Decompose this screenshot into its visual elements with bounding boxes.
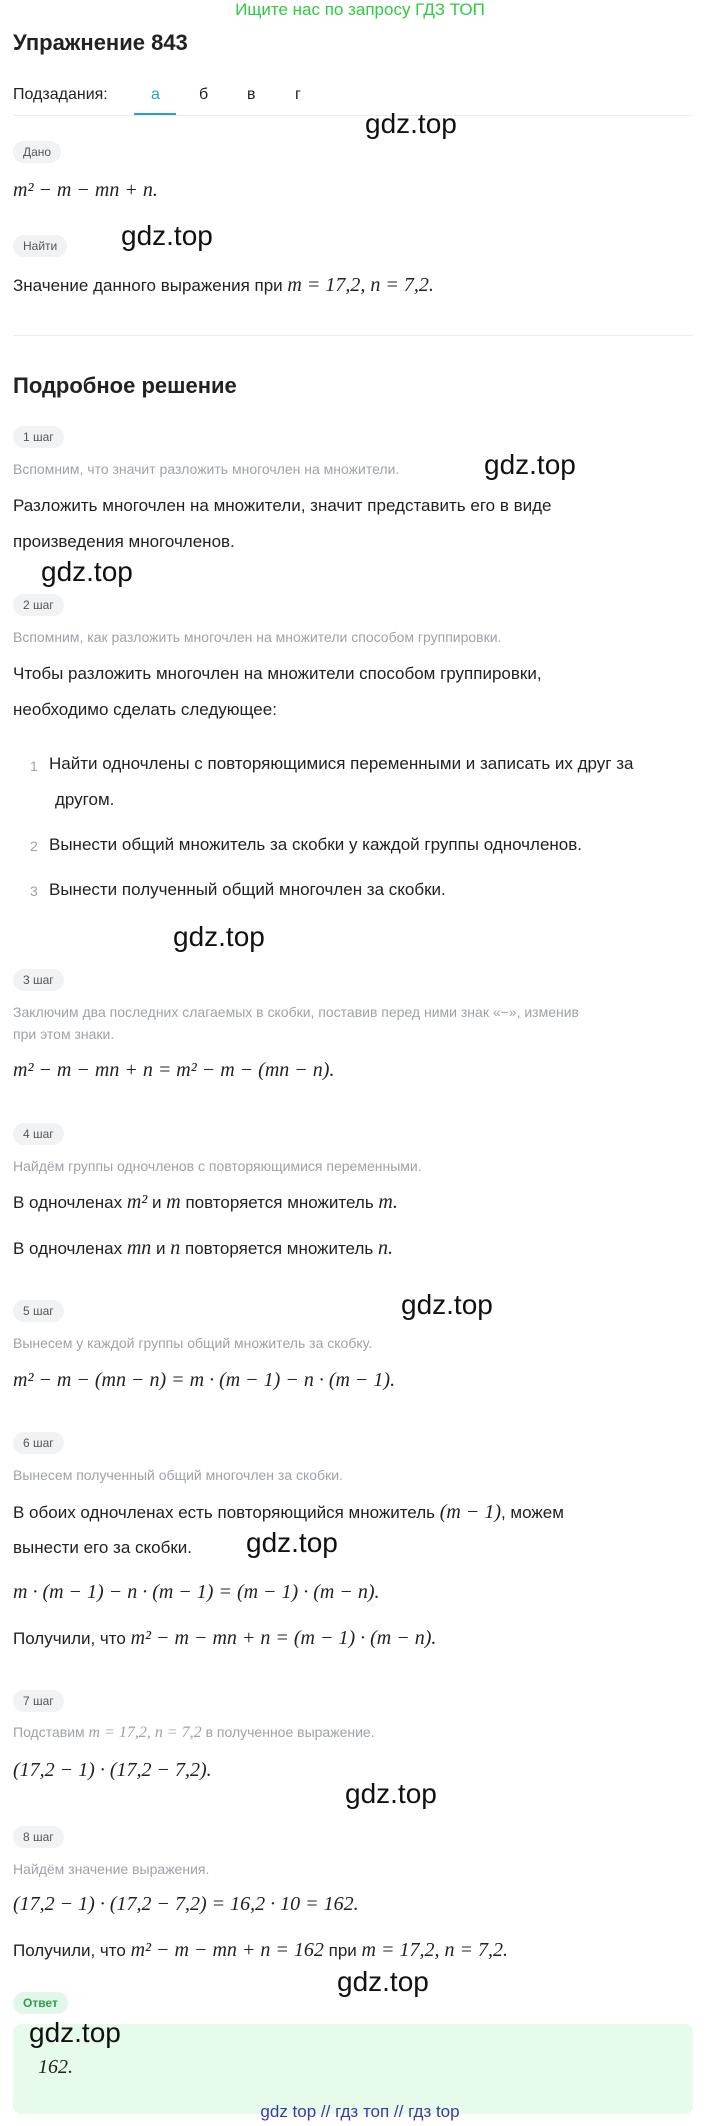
step-8-hint: Найдём значение выражения. <box>13 1861 210 1877</box>
step-4-t2m3: n. <box>377 1237 393 1259</box>
given-expression: m² − m − mn + n. <box>13 179 158 201</box>
step-6-t1a: В обоих одночленах есть повторяющийся множитель <box>13 1503 435 1522</box>
step-3-hint-line2: при этом знаки. <box>13 1026 115 1042</box>
find-badge: Найти <box>13 235 67 257</box>
step-3-math: m² − m − mn + n = m² − m − (mn − n). <box>13 1059 335 1081</box>
step-4-t2a: В одночленах <box>13 1239 123 1258</box>
step-7-hint <box>13 1724 375 1742</box>
step-4-t2b: и <box>156 1239 166 1258</box>
watermark: gdz.top <box>121 220 213 251</box>
step-8-math: (17,2 − 1) · (17,2 − 7,2) = 16,2 · 10 = 162. <box>13 1893 359 1915</box>
tabs-divider <box>13 115 693 116</box>
step-8-badge: 8 шаг <box>13 1826 64 1848</box>
step-4-t1m1: m² <box>126 1191 148 1213</box>
step-4-t2m2: n <box>170 1237 181 1259</box>
step-6-text-line2: вынести его за скобки. <box>13 1538 193 1557</box>
answer-value: 162. <box>38 2056 73 2078</box>
list-item-3: Вынести полученный общий многочлен за скобки. <box>49 880 446 899</box>
step-1-text-line2: произведения многочленов. <box>13 532 235 551</box>
tab-v[interactable]: в <box>247 86 256 103</box>
active-tab-indicator <box>134 113 176 115</box>
step-6-text-line3 <box>13 1620 693 1657</box>
step-4-t1c: повторяется множитель <box>185 1193 374 1212</box>
step-7-hint-math: m = 17,2, n = 7,2 <box>88 1724 202 1741</box>
step-4-text-line1 <box>13 1184 693 1221</box>
step-4-t1a: В одночленах <box>13 1193 123 1212</box>
find-math: m = 17,2, n = 7,2. <box>287 274 434 296</box>
tab-g[interactable]: г <box>295 86 301 103</box>
tab-b[interactable]: б <box>199 86 209 103</box>
given-badge: Дано <box>13 141 61 163</box>
section-divider <box>13 335 693 336</box>
step-1-badge: 1 шаг <box>13 426 64 448</box>
solution-title: Подробное решение <box>13 373 237 398</box>
answer-badge: Ответ <box>13 1992 68 2014</box>
step-5-hint: Вынесем у каждой группы общий множитель за скобку. <box>13 1335 373 1351</box>
watermark: gdz.top <box>246 1527 338 1558</box>
find-text-label: Значение данного выражения при <box>13 276 283 295</box>
watermark: gdz.top <box>41 556 133 587</box>
step-4-badge: 4 шаг <box>13 1123 64 1145</box>
step-4-t1b: и <box>152 1193 162 1212</box>
step-8-t-a: Получили, что <box>13 1941 126 1960</box>
step-8-result <box>13 1932 693 1969</box>
step-1-text-line1: Разложить многочлен на множители, значит представить его в виде <box>13 496 552 515</box>
step-4-text-line2 <box>13 1230 693 1267</box>
step-2-badge: 2 шаг <box>13 594 64 616</box>
watermark: gdz.top <box>365 108 457 139</box>
watermark: gdz.top <box>345 1778 437 1809</box>
step-7-hint-a: Подставим <box>13 1724 85 1740</box>
list-number-3: 3 <box>30 883 38 899</box>
list-item-1-line2: другом. <box>55 790 115 809</box>
step-4-t2c: повторяется множитель <box>185 1239 374 1258</box>
step-4-t1m2: m <box>166 1191 181 1213</box>
step-2-hint: Вспомним, как разложить многочлен на множители способом группировки. <box>13 629 502 645</box>
step-1-hint: Вспомним, что значит разложить многочлен на множители. <box>13 461 400 477</box>
step-6-t1b: , можем <box>500 1503 564 1522</box>
list-number-2: 2 <box>30 838 38 854</box>
step-6-t1m: (m − 1) <box>439 1501 501 1523</box>
step-2-text-line2: необходимо сделать следующее: <box>13 700 277 719</box>
page-title: Упражнение 843 <box>13 30 188 55</box>
step-7-hint-b: в полученное выражение. <box>205 1724 375 1740</box>
step-6-t3a: Получили, что <box>13 1629 126 1648</box>
step-6-text-line1 <box>13 1494 693 1531</box>
step-6-hint: Вынесем полученный общий многочлен за скобки. <box>13 1467 343 1483</box>
list-number-1: 1 <box>30 758 38 774</box>
footer-links[interactable]: gdz top // гдз топ // гдз top <box>260 2102 460 2121</box>
step-4-hint: Найдём группы одночленов с повторяющимися переменными. <box>13 1158 422 1174</box>
step-6-badge: 6 шаг <box>13 1432 64 1454</box>
promo-banner[interactable]: Ищите нас по запросу ГДЗ ТОП <box>235 0 485 19</box>
step-3-badge: 3 шаг <box>13 969 64 991</box>
step-5-math: m² − m − (mn − n) = m · (m − 1) − n · (m − 1). <box>13 1369 396 1391</box>
step-5-badge: 5 шаг <box>13 1300 64 1322</box>
step-7-math: (17,2 − 1) · (17,2 − 7,2). <box>13 1759 212 1781</box>
list-item-1-line1: Найти одночлены с повторяющимися переменными и записать их друг за <box>49 754 634 773</box>
step-4-t2m1: mn <box>126 1237 152 1259</box>
watermark: gdz.top <box>484 449 576 480</box>
find-text <box>13 267 693 304</box>
watermark: gdz.top <box>29 2017 121 2048</box>
watermark: gdz.top <box>401 1289 493 1320</box>
step-8-t-b: при <box>328 1941 357 1960</box>
subtasks-label: Подзадания: <box>13 86 108 103</box>
step-8-t-m2: m = 17,2, n = 7,2. <box>361 1939 508 1961</box>
watermark: gdz.top <box>173 921 265 952</box>
step-7-badge: 7 шаг <box>13 1690 64 1712</box>
step-6-t3m: m² − m − mn + n = (m − 1) · (m − n). <box>130 1627 437 1649</box>
list-item-2: Вынести общий множитель за скобки у каждой группы одночленов. <box>49 835 583 854</box>
watermark: gdz.top <box>337 1966 429 1997</box>
tab-a[interactable]: а <box>151 86 160 103</box>
step-4-t1m3: m. <box>378 1191 398 1213</box>
step-6-math: m · (m − 1) − n · (m − 1) = (m − 1) · (m − n). <box>13 1581 380 1603</box>
step-8-t-m1: m² − m − mn + n = 162 <box>130 1939 324 1961</box>
step-2-text-line1: Чтобы разложить многочлен на множители способом группировки, <box>13 664 542 683</box>
step-3-hint-line1: Заключим два последних слагаемых в скобки, поставив перед ними знак «−», изменив <box>13 1004 579 1020</box>
